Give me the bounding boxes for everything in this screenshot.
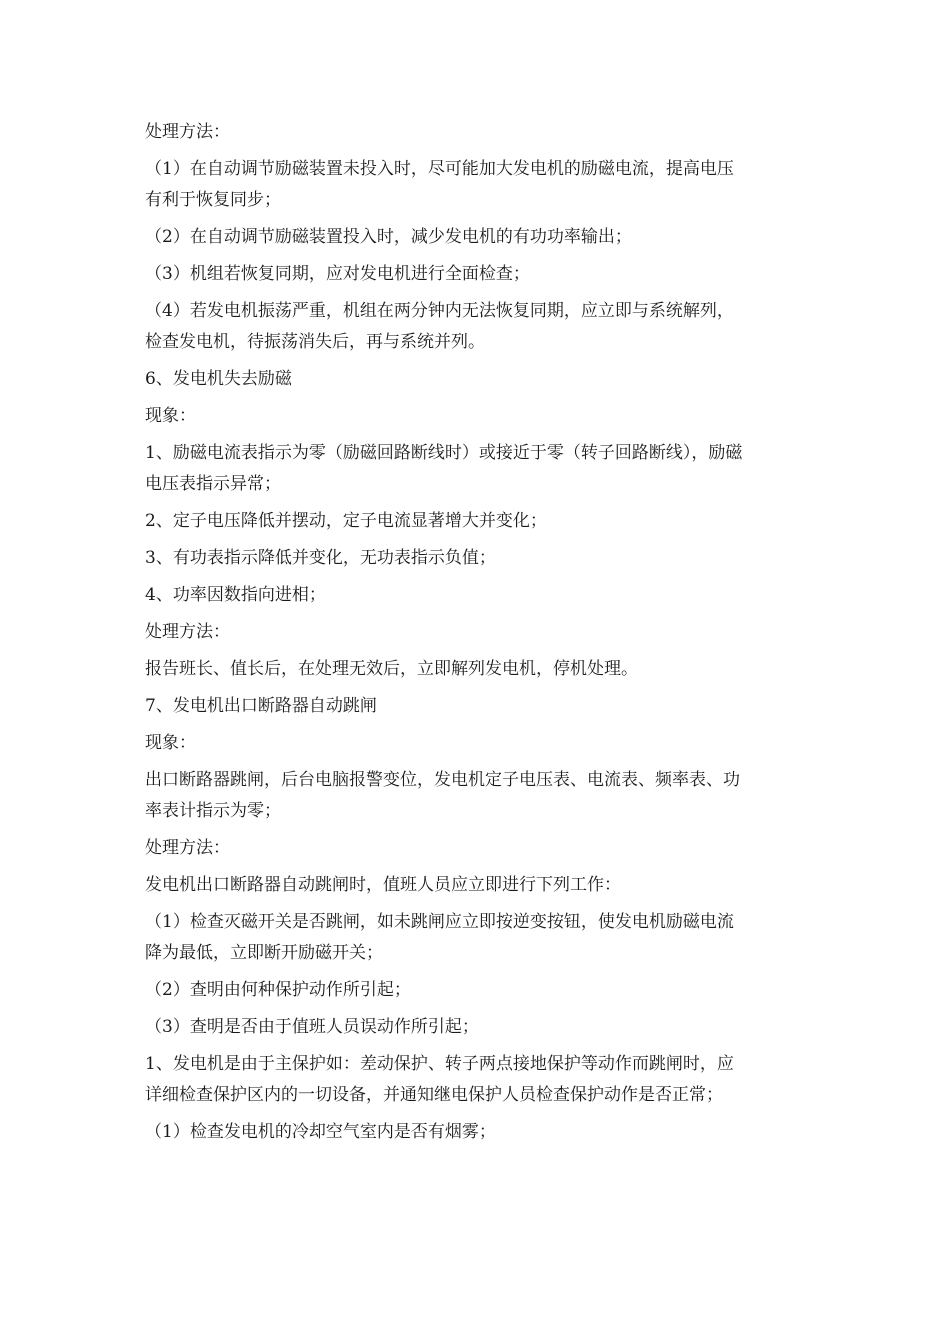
text-line: 2、定子电压降低并摆动，定子电流显著增大并变化； <box>145 511 547 531</box>
text-line: （1）在自动调节励磁装置未投入时，尽可能加大发电机的励磁电流，提高电压 <box>145 159 734 179</box>
text-line: （3）查明是否由于值班人员误动作所引起； <box>145 1017 479 1037</box>
text-line: 降为最低，立即断开励磁开关； <box>145 943 383 963</box>
text-line: 3、有功表指示降低并变化，无功表指示负值； <box>145 548 496 568</box>
section-heading: 6、发电机失去励磁 <box>145 369 292 389</box>
text-line: 出口断路器跳闸，后台电脑报警变位，发电机定子电压表、电流表、频率表、功 <box>145 770 740 790</box>
text-line: 1、发电机是由于主保护如：差动保护、转子两点接地保护等动作而跳闸时，应 <box>145 1054 734 1074</box>
text-line: 现象： <box>145 406 196 426</box>
text-line: （4）若发电机振荡严重，机组在两分钟内无法恢复同期，应立即与系统解列， <box>145 301 734 321</box>
text-line: 处理方法： <box>145 838 230 858</box>
text-line: 率表计指示为零； <box>145 801 281 821</box>
text-line: 1、励磁电流表指示为零（励磁回路断线时）或接近于零（转子回路断线），励磁 <box>145 443 743 463</box>
text-line: （1）检查发电机的冷却空气室内是否有烟雾； <box>145 1122 496 1142</box>
text-line: 发电机出口断路器自动跳闸时，值班人员应立即进行下列工作： <box>145 875 621 895</box>
section-heading: 7、发电机出口断路器自动跳闸 <box>145 696 377 716</box>
text-line: 有利于恢复同步； <box>145 190 281 210</box>
text-line: （2）查明由何种保护动作所引起； <box>145 980 411 1000</box>
text-line: （1）检查灭磁开关是否跳闸，如未跳闸应立即按逆变按钮，使发电机励磁电流 <box>145 912 734 932</box>
text-line: 详细检查保护区内的一切设备，并通知继电保护人员检查保护动作是否正常； <box>145 1085 723 1105</box>
text-line: 现象： <box>145 733 196 753</box>
text-line: 4、功率因数指向进相； <box>145 585 326 605</box>
text-line: 处理方法： <box>145 622 230 642</box>
text-line: （2）在自动调节励磁装置投入时，减少发电机的有功功率输出； <box>145 227 632 247</box>
text-line: 电压表指示异常； <box>145 474 281 494</box>
text-line: 报告班长、值长后，在处理无效后，立即解列发电机，停机处理。 <box>145 659 638 679</box>
text-line: 检查发电机，待振荡消失后，再与系统并列。 <box>145 332 485 352</box>
text-line: 处理方法： <box>145 122 230 142</box>
text-line: （3）机组若恢复同期，应对发电机进行全面检查； <box>145 264 530 284</box>
document-body <box>145 117 815 1148</box>
